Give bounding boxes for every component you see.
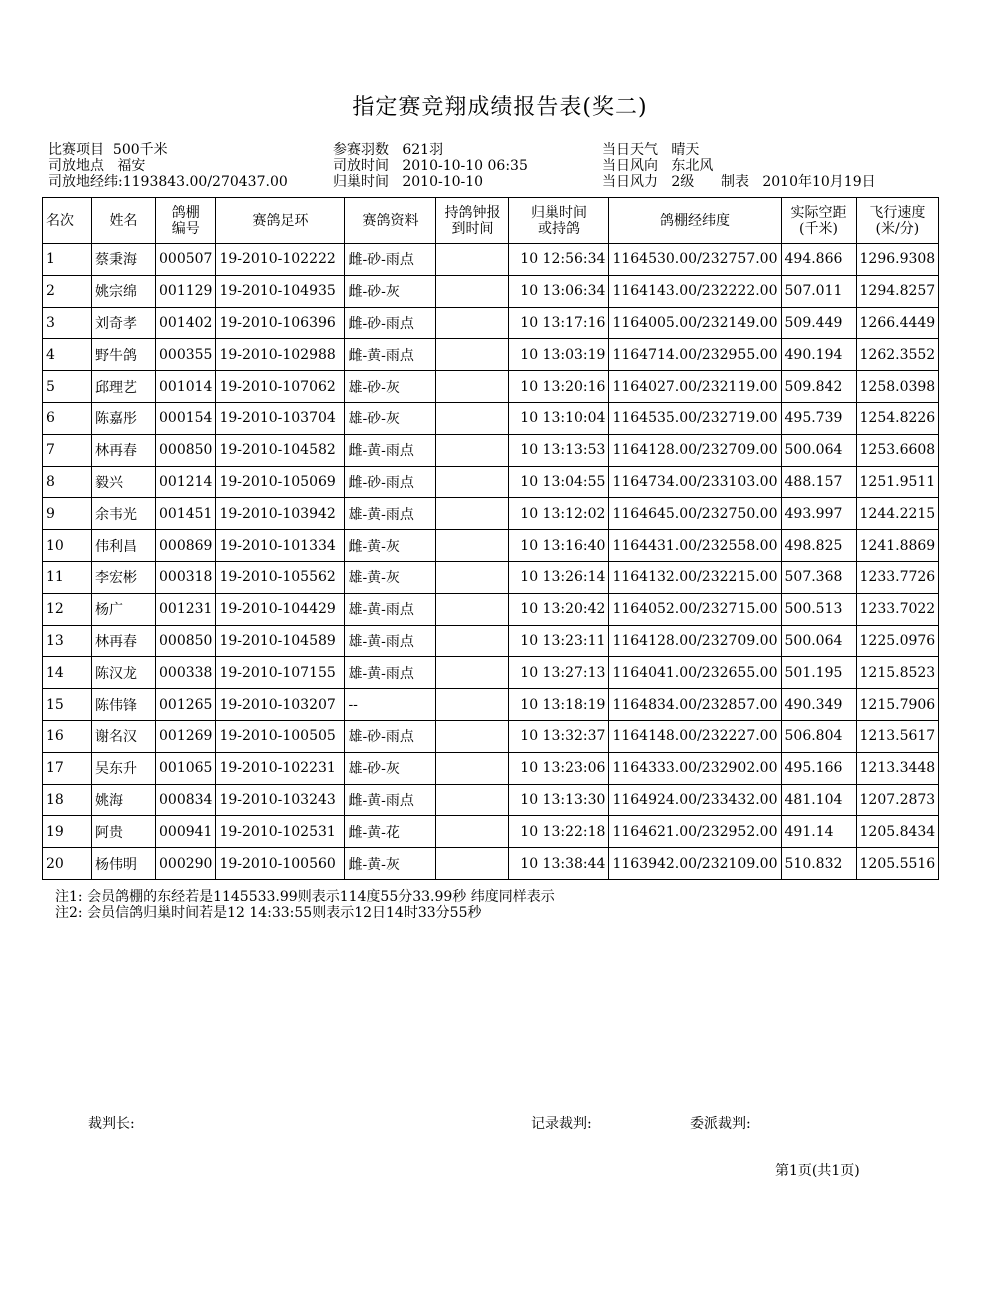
cell-name: 杨伟明 bbox=[92, 848, 156, 880]
cell-arrival: 10 13:23:06 bbox=[509, 752, 609, 784]
cell-speed: 1258.0398 bbox=[856, 371, 939, 403]
cell-rank: 3 bbox=[43, 307, 92, 339]
return-time-value: 2010-10-10 bbox=[402, 174, 484, 190]
cell-rank: 20 bbox=[43, 848, 92, 880]
cell-name: 姚宗绵 bbox=[92, 275, 156, 307]
cell-rank: 19 bbox=[43, 816, 92, 848]
cell-distance: 510.832 bbox=[781, 848, 856, 880]
cell-loft: 000850 bbox=[156, 434, 216, 466]
wind-dir-label: 当日风向 bbox=[602, 158, 658, 174]
cell-clock bbox=[436, 466, 509, 498]
cell-clock bbox=[436, 530, 509, 562]
cell-rank: 11 bbox=[43, 561, 92, 593]
results-table bbox=[42, 197, 939, 880]
cell-arrival: 10 12:56:34 bbox=[509, 244, 609, 276]
cell-info: 雄-黄-雨点 bbox=[345, 657, 436, 689]
cell-loft: 001065 bbox=[156, 752, 216, 784]
cell-info: -- bbox=[345, 689, 436, 721]
cell-loft: 000355 bbox=[156, 339, 216, 371]
cell-clock bbox=[436, 593, 509, 625]
entries-value: 621羽 bbox=[402, 142, 444, 158]
cell-name: 余韦光 bbox=[92, 498, 156, 530]
cell-name: 林再春 bbox=[92, 434, 156, 466]
cell-speed: 1296.9308 bbox=[856, 244, 939, 276]
cell-speed: 1266.4449 bbox=[856, 307, 939, 339]
col-header-clock-text: 持鸽钟报到时间 bbox=[444, 204, 501, 237]
cell-ring: 19-2010-107155 bbox=[216, 657, 345, 689]
cell-distance: 500.064 bbox=[781, 434, 856, 466]
cell-ring: 19-2010-101334 bbox=[216, 530, 345, 562]
cell-coord: 1164333.00/232902.00 bbox=[609, 752, 781, 784]
cell-speed: 1254.8226 bbox=[856, 402, 939, 434]
cell-arrival: 10 13:38:44 bbox=[509, 848, 609, 880]
cell-rank: 6 bbox=[43, 402, 92, 434]
cell-arrival: 10 13:13:53 bbox=[509, 434, 609, 466]
cell-info: 雌-黄-灰 bbox=[345, 530, 436, 562]
cell-clock bbox=[436, 848, 509, 880]
cell-name: 野牛鸽 bbox=[92, 339, 156, 371]
cell-speed: 1233.7022 bbox=[856, 593, 939, 625]
col-header-arrival-text: 归巢时间或持鸽 bbox=[530, 204, 587, 237]
cell-clock bbox=[436, 339, 509, 371]
return-time-info bbox=[333, 174, 483, 190]
cell-clock bbox=[436, 816, 509, 848]
cell-coord: 1164834.00/232857.00 bbox=[609, 689, 781, 721]
cell-ring: 19-2010-100560 bbox=[216, 848, 345, 880]
cell-name: 谢名汉 bbox=[92, 720, 156, 752]
cell-clock bbox=[436, 625, 509, 657]
col-header-coord: 鸽棚经纬度 bbox=[609, 198, 781, 244]
cell-info: 雄-黄-灰 bbox=[345, 561, 436, 593]
cell-speed: 1225.0976 bbox=[856, 625, 939, 657]
cell-name: 阿贵 bbox=[92, 816, 156, 848]
cell-clock bbox=[436, 402, 509, 434]
cell-distance: 498.825 bbox=[781, 530, 856, 562]
cell-ring: 19-2010-104935 bbox=[216, 275, 345, 307]
release-place-info bbox=[48, 158, 145, 174]
cell-distance: 506.804 bbox=[781, 720, 856, 752]
report-title: 指定赛竞翔成绩报告表(奖二) bbox=[352, 95, 648, 120]
table-row bbox=[43, 848, 939, 880]
cell-coord: 1164132.00/232215.00 bbox=[609, 561, 781, 593]
recorder-judge-signature: 记录裁判: bbox=[531, 1116, 592, 1132]
table-row bbox=[43, 784, 939, 816]
cell-distance: 490.194 bbox=[781, 339, 856, 371]
header-row bbox=[43, 198, 939, 244]
cell-loft: 001231 bbox=[156, 593, 216, 625]
table-row bbox=[43, 816, 939, 848]
cell-clock bbox=[436, 784, 509, 816]
cell-ring: 19-2010-102222 bbox=[216, 244, 345, 276]
cell-coord: 1164128.00/232709.00 bbox=[609, 625, 781, 657]
cell-loft: 001402 bbox=[156, 307, 216, 339]
cell-rank: 5 bbox=[43, 371, 92, 403]
cell-loft: 001269 bbox=[156, 720, 216, 752]
cell-clock bbox=[436, 371, 509, 403]
col-header-rank: 名次 bbox=[43, 198, 92, 244]
cell-speed: 1253.6608 bbox=[856, 434, 939, 466]
event-label: 比赛项目 bbox=[48, 142, 104, 158]
release-place-value: 福安 bbox=[117, 158, 146, 174]
cell-distance: 500.513 bbox=[781, 593, 856, 625]
cell-speed: 1262.3552 bbox=[856, 339, 939, 371]
col-header-clock bbox=[436, 198, 509, 244]
cell-speed: 1207.2873 bbox=[856, 784, 939, 816]
cell-coord: 1164924.00/233432.00 bbox=[609, 784, 781, 816]
cell-distance: 488.157 bbox=[781, 466, 856, 498]
cell-speed: 1294.8257 bbox=[856, 275, 939, 307]
cell-speed: 1213.5617 bbox=[856, 720, 939, 752]
cell-distance: 494.866 bbox=[781, 244, 856, 276]
cell-arrival: 10 13:18:19 bbox=[509, 689, 609, 721]
cell-ring: 19-2010-103207 bbox=[216, 689, 345, 721]
cell-speed: 1205.8434 bbox=[856, 816, 939, 848]
release-time-label: 司放时间 bbox=[333, 158, 389, 174]
release-time-value: 2010-10-10 06:35 bbox=[402, 158, 528, 174]
cell-ring: 19-2010-107062 bbox=[216, 371, 345, 403]
cell-info: 雄-砂-灰 bbox=[345, 371, 436, 403]
cell-arrival: 10 13:10:04 bbox=[509, 402, 609, 434]
cell-name: 林再春 bbox=[92, 625, 156, 657]
cell-clock bbox=[436, 689, 509, 721]
cell-distance: 507.368 bbox=[781, 561, 856, 593]
col-header-loft-text: 鸽棚编号 bbox=[171, 204, 200, 237]
cell-arrival: 10 13:06:34 bbox=[509, 275, 609, 307]
cell-loft: 001214 bbox=[156, 466, 216, 498]
cell-info: 雌-砂-雨点 bbox=[345, 244, 436, 276]
table-row bbox=[43, 498, 939, 530]
cell-distance: 509.842 bbox=[781, 371, 856, 403]
table-row bbox=[43, 752, 939, 784]
cell-loft: 001014 bbox=[156, 371, 216, 403]
col-header-info: 赛鸽资料 bbox=[345, 198, 436, 244]
cell-loft: 000318 bbox=[156, 561, 216, 593]
cell-rank: 14 bbox=[43, 657, 92, 689]
cell-clock bbox=[436, 752, 509, 784]
table-row bbox=[43, 339, 939, 371]
cell-ring: 19-2010-106396 bbox=[216, 307, 345, 339]
cell-name: 陈伟锋 bbox=[92, 689, 156, 721]
cell-arrival: 10 13:22:18 bbox=[509, 816, 609, 848]
cell-coord: 1164143.00/232222.00 bbox=[609, 275, 781, 307]
cell-coord: 1164431.00/232558.00 bbox=[609, 530, 781, 562]
release-place-label: 司放地点 bbox=[48, 158, 104, 174]
cell-coord: 1163942.00/232109.00 bbox=[609, 848, 781, 880]
cell-arrival: 10 13:32:37 bbox=[509, 720, 609, 752]
cell-distance: 500.064 bbox=[781, 625, 856, 657]
cell-loft: 001265 bbox=[156, 689, 216, 721]
cell-coord: 1164621.00/232952.00 bbox=[609, 816, 781, 848]
cell-ring: 19-2010-103243 bbox=[216, 784, 345, 816]
cell-name: 李宏彬 bbox=[92, 561, 156, 593]
cell-speed: 1251.9511 bbox=[856, 466, 939, 498]
cell-speed: 1233.7726 bbox=[856, 561, 939, 593]
cell-rank: 18 bbox=[43, 784, 92, 816]
results-body bbox=[43, 244, 939, 880]
cell-ring: 19-2010-105069 bbox=[216, 466, 345, 498]
table-row bbox=[43, 434, 939, 466]
cell-ring: 19-2010-103704 bbox=[216, 402, 345, 434]
cell-coord: 1164052.00/232715.00 bbox=[609, 593, 781, 625]
cell-loft: 000507 bbox=[156, 244, 216, 276]
cell-arrival: 10 13:20:16 bbox=[509, 371, 609, 403]
cell-distance: 501.195 bbox=[781, 657, 856, 689]
cell-speed: 1241.8869 bbox=[856, 530, 939, 562]
cell-arrival: 10 13:03:19 bbox=[509, 339, 609, 371]
cell-loft: 001451 bbox=[156, 498, 216, 530]
cell-info: 雌-黄-花 bbox=[345, 816, 436, 848]
cell-coord: 1164041.00/232655.00 bbox=[609, 657, 781, 689]
cell-arrival: 10 13:13:30 bbox=[509, 784, 609, 816]
note-2: 注2: 会员信鸽归巢时间若是12 14:33:55则表示12日14时33分55秒 bbox=[55, 905, 482, 921]
cell-clock bbox=[436, 244, 509, 276]
cell-name: 蔡秉海 bbox=[92, 244, 156, 276]
event-info bbox=[48, 142, 168, 158]
cell-clock bbox=[436, 434, 509, 466]
table-row bbox=[43, 244, 939, 276]
wind-dir-value: 东北风 bbox=[671, 158, 714, 174]
cell-speed: 1205.5516 bbox=[856, 848, 939, 880]
table-row bbox=[43, 530, 939, 562]
cell-rank: 10 bbox=[43, 530, 92, 562]
cell-speed: 1215.7906 bbox=[856, 689, 939, 721]
assigned-judge-signature: 委派裁判: bbox=[690, 1116, 751, 1132]
cell-ring: 19-2010-104429 bbox=[216, 593, 345, 625]
cell-info: 雌-砂-灰 bbox=[345, 275, 436, 307]
cell-rank: 17 bbox=[43, 752, 92, 784]
table-row bbox=[43, 689, 939, 721]
note-1: 注1: 会员鸽棚的东经若是1145533.99则表示114度55分33.99秒 纬度同样表示 bbox=[55, 889, 555, 905]
table-row bbox=[43, 593, 939, 625]
cell-name: 杨广 bbox=[92, 593, 156, 625]
cell-ring: 19-2010-104582 bbox=[216, 434, 345, 466]
table-row bbox=[43, 402, 939, 434]
cell-coord: 1164734.00/233103.00 bbox=[609, 466, 781, 498]
cell-arrival: 10 13:17:16 bbox=[509, 307, 609, 339]
table-row bbox=[43, 625, 939, 657]
col-header-speed-text: 飞行速度(米/分) bbox=[869, 204, 926, 237]
table-row bbox=[43, 561, 939, 593]
cell-coord: 1164027.00/232119.00 bbox=[609, 371, 781, 403]
table-row bbox=[43, 371, 939, 403]
cell-ring: 19-2010-100505 bbox=[216, 720, 345, 752]
cell-info: 雄-黄-雨点 bbox=[345, 593, 436, 625]
cell-loft: 000154 bbox=[156, 402, 216, 434]
cell-clock bbox=[436, 275, 509, 307]
cell-distance: 495.739 bbox=[781, 402, 856, 434]
cell-rank: 4 bbox=[43, 339, 92, 371]
table-row bbox=[43, 657, 939, 689]
event-value: 500千米 bbox=[112, 142, 168, 158]
cell-ring: 19-2010-105562 bbox=[216, 561, 345, 593]
cell-info: 雌-砂-雨点 bbox=[345, 307, 436, 339]
cell-name: 伟利昌 bbox=[92, 530, 156, 562]
cell-clock bbox=[436, 561, 509, 593]
cell-rank: 13 bbox=[43, 625, 92, 657]
cell-arrival: 10 13:12:02 bbox=[509, 498, 609, 530]
cell-info: 雄-黄-雨点 bbox=[345, 625, 436, 657]
wind-force-value: 2级 bbox=[671, 174, 695, 190]
cell-ring: 19-2010-103942 bbox=[216, 498, 345, 530]
cell-rank: 1 bbox=[43, 244, 92, 276]
cell-rank: 12 bbox=[43, 593, 92, 625]
col-header-name: 姓名 bbox=[92, 198, 156, 244]
wind-dir-info bbox=[602, 158, 713, 174]
cell-ring: 19-2010-102231 bbox=[216, 752, 345, 784]
weather-value: 晴天 bbox=[671, 142, 700, 158]
wind-force-info bbox=[602, 174, 876, 190]
cell-loft: 001129 bbox=[156, 275, 216, 307]
cell-loft: 000338 bbox=[156, 657, 216, 689]
col-header-loft bbox=[156, 198, 216, 244]
cell-clock bbox=[436, 307, 509, 339]
cell-coord: 1164530.00/232757.00 bbox=[609, 244, 781, 276]
cell-loft: 000834 bbox=[156, 784, 216, 816]
cell-info: 雌-黄-雨点 bbox=[345, 339, 436, 371]
cell-rank: 9 bbox=[43, 498, 92, 530]
cell-name: 陈汉龙 bbox=[92, 657, 156, 689]
col-header-speed bbox=[856, 198, 939, 244]
cell-distance: 495.166 bbox=[781, 752, 856, 784]
cell-arrival: 10 13:27:13 bbox=[509, 657, 609, 689]
table-row bbox=[43, 720, 939, 752]
cell-speed: 1215.8523 bbox=[856, 657, 939, 689]
cell-coord: 1164148.00/232227.00 bbox=[609, 720, 781, 752]
cell-arrival: 10 13:23:11 bbox=[509, 625, 609, 657]
cell-distance: 481.104 bbox=[781, 784, 856, 816]
cell-loft: 000290 bbox=[156, 848, 216, 880]
cell-rank: 2 bbox=[43, 275, 92, 307]
cell-coord: 1164005.00/232149.00 bbox=[609, 307, 781, 339]
cell-coord: 1164645.00/232750.00 bbox=[609, 498, 781, 530]
cell-ring: 19-2010-104589 bbox=[216, 625, 345, 657]
cell-loft: 000869 bbox=[156, 530, 216, 562]
cell-name: 刘奇孝 bbox=[92, 307, 156, 339]
return-time-label: 归巢时间 bbox=[333, 174, 389, 190]
cell-rank: 16 bbox=[43, 720, 92, 752]
cell-rank: 15 bbox=[43, 689, 92, 721]
col-header-dist-text: 实际空距(千米) bbox=[790, 204, 847, 237]
cell-info: 雄-砂-雨点 bbox=[345, 720, 436, 752]
cell-ring: 19-2010-102988 bbox=[216, 339, 345, 371]
cell-arrival: 10 13:20:42 bbox=[509, 593, 609, 625]
cell-info: 雌-黄-灰 bbox=[345, 848, 436, 880]
cell-name: 毅兴 bbox=[92, 466, 156, 498]
cell-info: 雄-黄-雨点 bbox=[345, 498, 436, 530]
cell-distance: 507.011 bbox=[781, 275, 856, 307]
cell-name: 吴东升 bbox=[92, 752, 156, 784]
col-header-ring: 赛鸽足环 bbox=[216, 198, 345, 244]
cell-rank: 7 bbox=[43, 434, 92, 466]
table-row bbox=[43, 275, 939, 307]
cell-name: 邱理艺 bbox=[92, 371, 156, 403]
cell-distance: 490.349 bbox=[781, 689, 856, 721]
notes bbox=[55, 889, 555, 921]
entries-info bbox=[333, 142, 443, 158]
cell-arrival: 10 13:26:14 bbox=[509, 561, 609, 593]
col-header-dist bbox=[781, 198, 856, 244]
cell-loft: 000850 bbox=[156, 625, 216, 657]
cell-distance: 493.997 bbox=[781, 498, 856, 530]
cell-loft: 000941 bbox=[156, 816, 216, 848]
weather-label: 当日天气 bbox=[602, 142, 658, 158]
cell-clock bbox=[436, 498, 509, 530]
cell-coord: 1164714.00/232955.00 bbox=[609, 339, 781, 371]
col-header-arrival bbox=[509, 198, 609, 244]
cell-name: 姚海 bbox=[92, 784, 156, 816]
entries-label: 参赛羽数 bbox=[333, 142, 389, 158]
cell-distance: 509.449 bbox=[781, 307, 856, 339]
cell-info: 雄-砂-灰 bbox=[345, 402, 436, 434]
cell-distance: 491.14 bbox=[781, 816, 856, 848]
release-time-info bbox=[333, 158, 528, 174]
table-row bbox=[43, 466, 939, 498]
cell-info: 雌-黄-雨点 bbox=[345, 784, 436, 816]
cell-coord: 1164535.00/232719.00 bbox=[609, 402, 781, 434]
cell-coord: 1164128.00/232709.00 bbox=[609, 434, 781, 466]
chief-judge-signature: 裁判长: bbox=[88, 1116, 135, 1132]
cell-clock bbox=[436, 720, 509, 752]
made-label: 制表 bbox=[720, 174, 749, 190]
cell-name: 陈嘉彤 bbox=[92, 402, 156, 434]
cell-arrival: 10 13:16:40 bbox=[509, 530, 609, 562]
made-date: 2010年10月19日 bbox=[762, 174, 876, 190]
cell-info: 雄-砂-灰 bbox=[345, 752, 436, 784]
cell-arrival: 10 13:04:55 bbox=[509, 466, 609, 498]
cell-info: 雌-黄-雨点 bbox=[345, 434, 436, 466]
cell-info: 雌-砂-雨点 bbox=[345, 466, 436, 498]
table-row bbox=[43, 307, 939, 339]
wind-force-label: 当日风力 bbox=[602, 174, 658, 190]
release-coord-info: 司放地经纬:1193843.00/270437.00 bbox=[48, 174, 288, 190]
cell-speed: 1213.3448 bbox=[856, 752, 939, 784]
cell-rank: 8 bbox=[43, 466, 92, 498]
cell-clock bbox=[436, 657, 509, 689]
cell-speed: 1244.2215 bbox=[856, 498, 939, 530]
page-number: 第1页(共1页) bbox=[775, 1163, 860, 1179]
cell-ring: 19-2010-102531 bbox=[216, 816, 345, 848]
weather-info bbox=[602, 142, 699, 158]
